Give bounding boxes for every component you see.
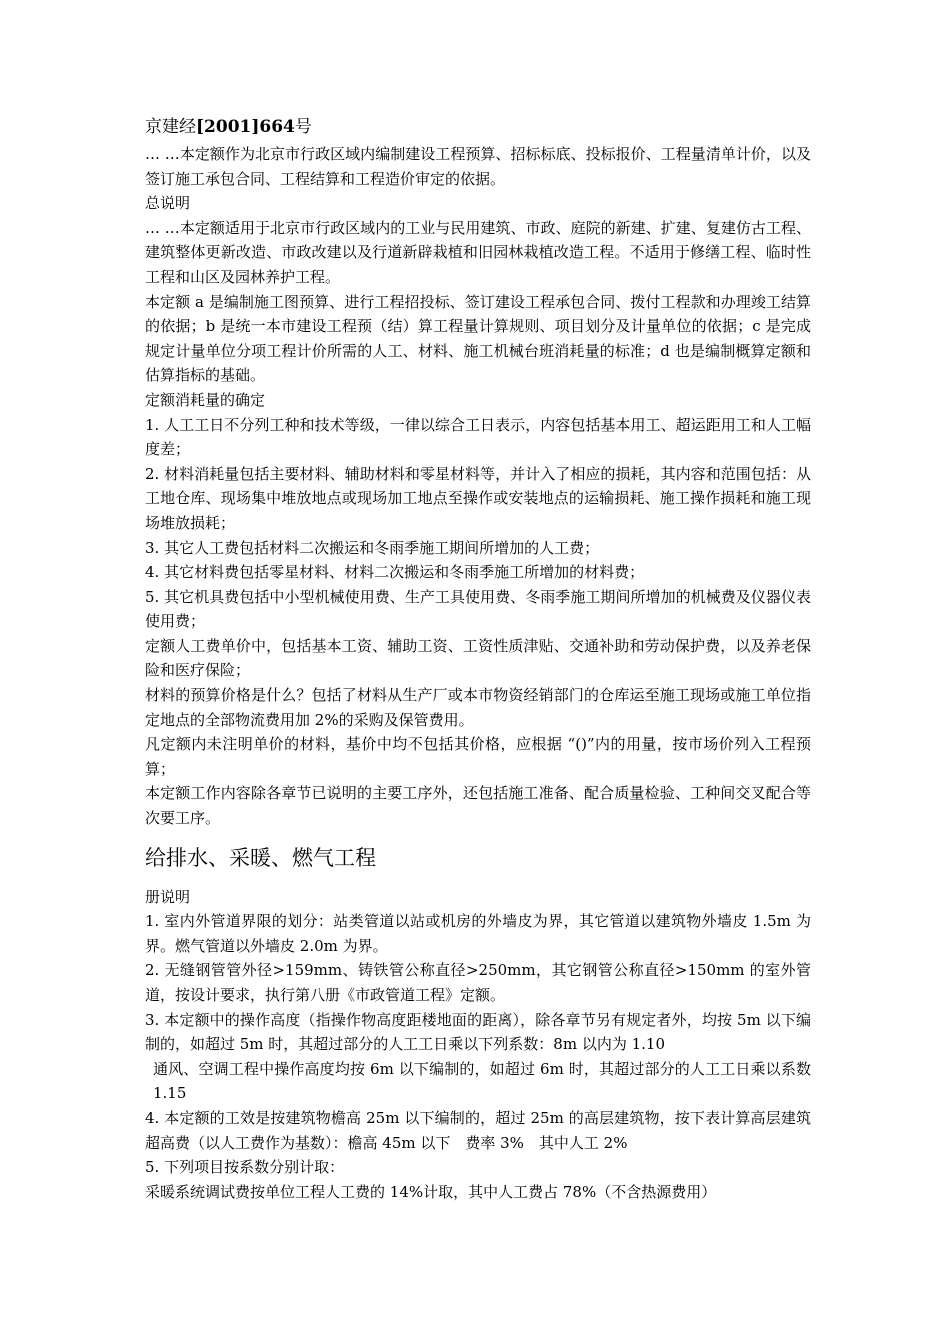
general-paragraph: 凡定额内未注明单价的材料，基价中均不包括其价格，应根据 “()”内的用量，按市场价列入工程预算； xyxy=(145,735,811,778)
volume-paragraph: 采暖系统调试费按单位工程人工费的 14%计取，其中人工费占 78%（不含热源费用） xyxy=(145,1182,717,1201)
volume-list-item: 4. 本定额的工效是按建筑物檐高 25m 以下编制的，超过 25m 的高层建筑物，按下表计算高层建筑超高费（以人工费作为基数）：檐高 45m 以下 费率 3% 其中人工 2% xyxy=(145,1108,811,1152)
document-number-year: [2001]664 xyxy=(196,117,295,137)
general-list-item: 2. 材料消耗量包括主要材料、辅助材料和零星材料等，并计入了相应的损耗，其内容和范围包括：从工地仓库、现场集中堆放地点或现场加工地点至操作或安装地点的运输损耗、施工操作损耗和施工现场堆放损耗； xyxy=(145,464,811,532)
volume-list-item: 2. 无缝钢管管外径>159mm、铸铁管公称直径>250mm，其它钢管公称直径>150mm 的室外管道，按设计要求，执行第八册《市政管道工程》定额。 xyxy=(145,961,811,1004)
general-list-item: 1. 人工工日不分列工种和技术等级，一律以综合工日表示，内容包括基本用工、超运距用工和人工幅度差； xyxy=(145,415,811,459)
general-title: 总说明 xyxy=(145,194,191,213)
volume-list-item: 3. 本定额中的操作高度（指操作物高度距楼地面的距离），除各章节另有规定者外，均按 5m 以下编制的，如超过 5m 时，其超过部分的人工工日乘以下列系数：8m 以内为 1.10 xyxy=(145,1010,811,1054)
subsection-title: 定额消耗量的确定 xyxy=(145,390,266,409)
general-paragraph: 定额人工费单价中，包括基本工资、辅助工资、工资性质津贴、交通补助和劳动保护费，以及养老保险和医疗保险； xyxy=(145,636,811,680)
general-paragraph: … …本定额适用于北京市行政区域内的工业与民用建筑、市政、庭院的新建、扩建、复建仿古工程、建筑整体更新改造、市政改建以及行道新辟栽植和旧园林栽植改造工程。不适用于修缮工程、临时性工程和山区及园林养护工程。 xyxy=(145,218,811,286)
volume-list-item: 1. 室内外管道界限的划分：站类管道以站或机房的外墙皮为界，其它管道以建筑物外墙皮 1.5m 为界。燃气管道以外墙皮 2.0m 为界。 xyxy=(145,912,811,955)
general-list-item: 4. 其它材料费包括零星材料、材料二次搬运和冬雨季施工所增加的材料费； xyxy=(145,563,645,582)
document-number-prefix: 京建经 xyxy=(145,117,196,137)
document-number-suffix: 号 xyxy=(294,117,312,137)
volume-list-item: 5. 下列项目按系数分别计取： xyxy=(145,1158,345,1177)
general-list-item: 3. 其它人工费包括材料二次搬运和冬雨季施工期间所增加的人工费； xyxy=(145,538,600,557)
volume-title: 册说明 xyxy=(145,887,191,906)
general-list-item: 5. 其它机具费包括中小型机械使用费、生产工具使用费、冬雨季施工期间所增加的机械费及仪器仪表使用费； xyxy=(145,587,811,631)
general-paragraph: 本定额工作内容除各章节已说明的主要工序外，还包括施工准备、配合质量检验、工种间交叉配合等次要工序。 xyxy=(145,784,811,828)
document-page xyxy=(145,114,811,1204)
general-paragraph: 材料的预算价格是什么？包括了材料从生产厂或本市物资经销部门的仓库运至施工现场或施工单位指定地点的全部物流费用加 2%的采购及保管费用。 xyxy=(145,686,811,729)
section-heading: 给排水、采暖、燃气工程 xyxy=(145,845,376,870)
volume-paragraph: 通风、空调工程中操作高度均按 6m 以下编制的，如超过 6m 时，其超过部分的人工工日乘以系数 1.15 xyxy=(153,1059,811,1103)
general-paragraph: 本定额 a 是编制施工图预算、进行工程招投标、签订建设工程承包合同、拨付工程款和办理竣工结算的依据；b 是统一本市建设工程预（结）算工程量计算规则、项目划分及计量单位的依据；c 是完成规定计量单位分项工程计价所需的人工、材料、施工机械台班消耗量的标准；d 也是编制概算定额和估算指标的基础。 xyxy=(145,292,811,385)
document-number xyxy=(145,114,811,140)
intro-paragraph: … …本定额作为北京市行政区域内编制建设工程预算、招标标底、投标报价、工程量清单计价，以及签订施工承包合同、工程结算和工程造价审定的依据。 xyxy=(145,145,811,188)
